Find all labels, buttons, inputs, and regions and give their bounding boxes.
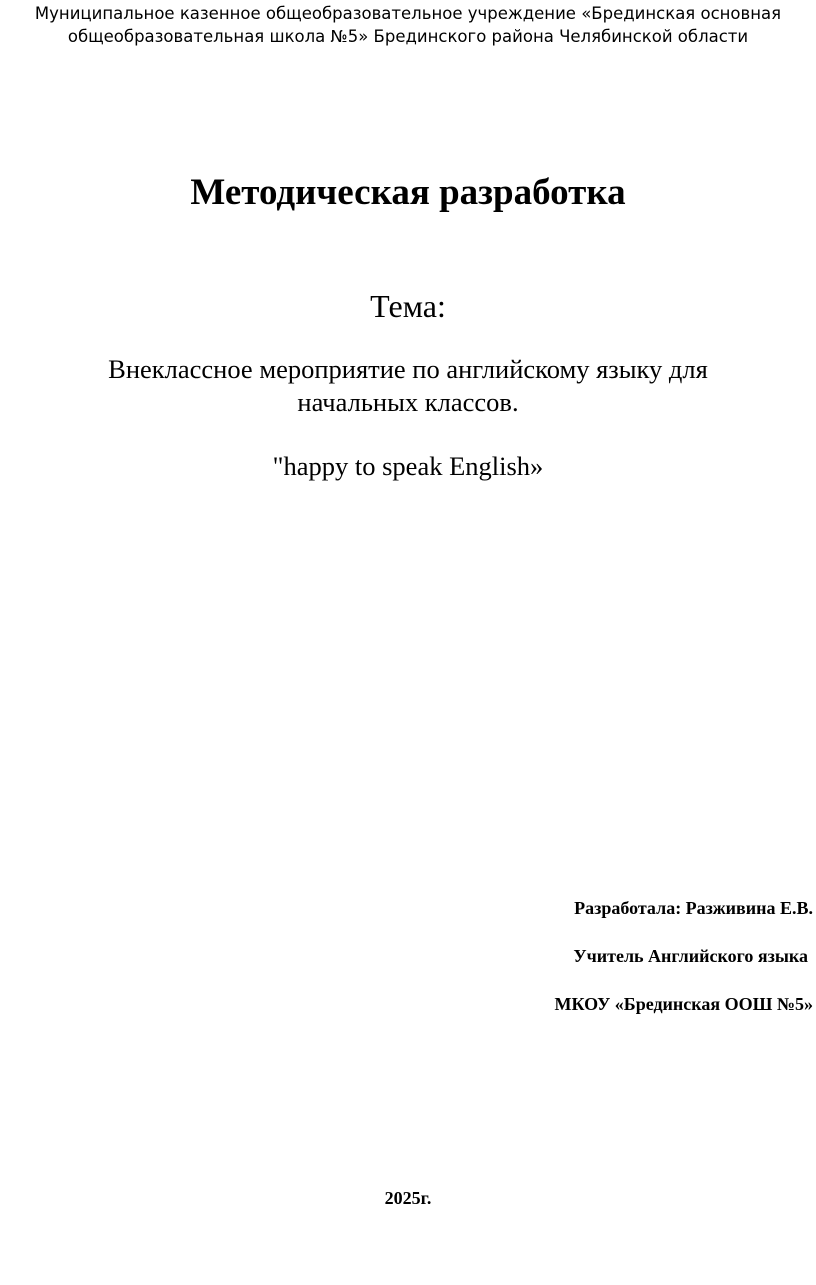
theme-description-line-2: начальных классов. [297,387,519,417]
institution-header-line-2: общеобразовательная школа №5» Брединского района Челябинской области [67,27,749,46]
theme-description-line-1: Внеклассное мероприятие по английскому языку для [108,354,708,384]
author-name: Разработала: Разживина Е.В. [574,898,813,918]
institution-header [0,2,816,48]
theme-label: Тема: [370,288,446,324]
document-year: 2025г. [384,1188,432,1208]
event-title: "happy to speak English» [272,451,544,481]
author-position: Учитель Английского языка [573,946,808,966]
theme-description [0,353,816,419]
document-title: Методическая разработка [190,172,626,213]
institution-header-line-1: Муниципальное казенное общеобразовательное учреждение «Брединская основная [34,4,782,23]
author-school: МКОУ «Брединская ООШ №5» [554,994,813,1014]
